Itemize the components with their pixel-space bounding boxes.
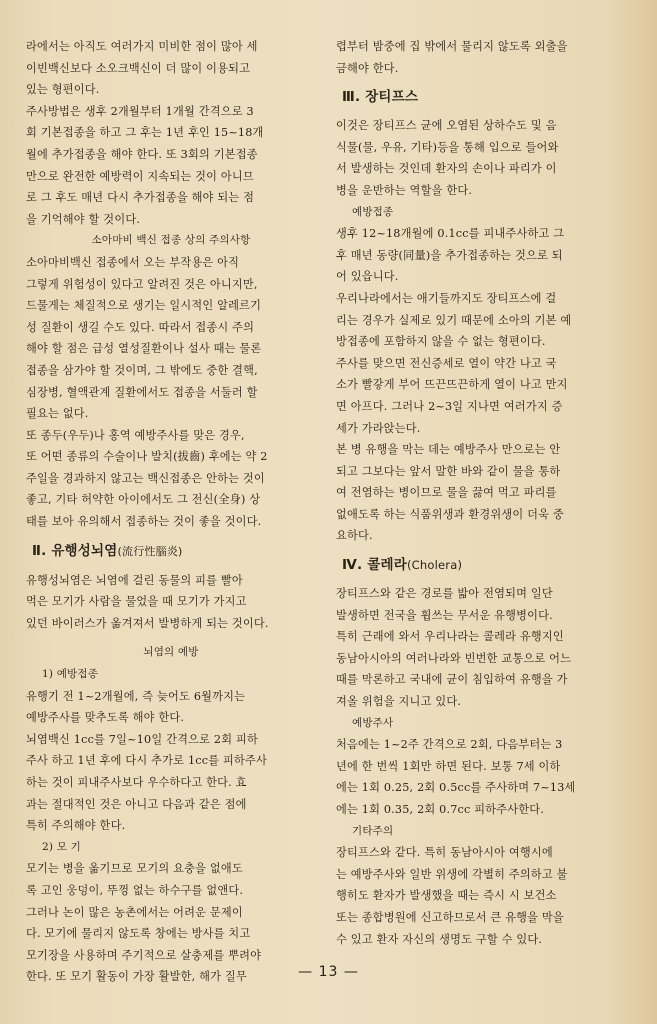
caution-paragraph bbox=[26, 252, 316, 425]
continued-paragraph bbox=[336, 36, 626, 79]
vaccine-heading: 예방접종 bbox=[352, 205, 394, 218]
text-line: 어 있읍니다. bbox=[336, 270, 399, 284]
text-line: 하는 것이 피내주사보다 우수하다고 한다. 효 bbox=[26, 776, 247, 789]
section-2-title: Ⅱ. 유행성뇌염 bbox=[32, 542, 118, 559]
left-column bbox=[26, 36, 316, 988]
text-line: 접종을 삼가야 할 것이며, 그 밖에도 중한 결핵, bbox=[26, 363, 258, 377]
text-line: 에는 1회 0.25, 2회 0.5cc를 주사하며 7~13세 bbox=[336, 781, 576, 795]
section-4-title: Ⅳ. 콜레라 bbox=[342, 557, 407, 574]
text-line: 우리나라에서는 애기들까지도 장티프스에 걸 bbox=[336, 291, 557, 305]
text-line: 예방주사를 맞추도록 해야 한다. bbox=[26, 711, 185, 725]
text-line: 한다. 또 모기 활동이 가장 활발한, 해가 질무 bbox=[26, 970, 247, 984]
right-column bbox=[336, 36, 626, 950]
text-line: 월에 추가접종을 해야 한다. 또 3회의 기본접종 bbox=[26, 147, 258, 161]
text-line: 방접종에 포함하지 않을 수 없는 형편이다. bbox=[336, 335, 546, 349]
text-line: 유행기 전 1~2개월에, 즉 늦어도 6월까지는 bbox=[26, 689, 246, 703]
section-3-heading: Ⅲ. 장티프스 bbox=[342, 89, 419, 106]
text-line: 장티프스와 같다. 특히 동남아시아 여행시에 bbox=[336, 846, 553, 860]
text-line: 이빈백신보다 소오크백신이 더 많이 이용되고 bbox=[26, 61, 251, 75]
section-3-paragraph bbox=[336, 115, 626, 201]
section-2-heading bbox=[32, 539, 316, 564]
text-line: 처음에는 1~2주 간격으로 2회, 다음부터는 3 bbox=[336, 738, 563, 752]
text-line: 렵부터 밤중에 집 밖에서 물리지 않도록 외출을 bbox=[336, 40, 568, 53]
text-line: 좋고, 기타 허약한 아이에서도 그 전신(全身) 상 bbox=[26, 493, 261, 507]
text-line: 모기장을 사용하며 주기적으로 살충제를 뿌려야 bbox=[26, 948, 262, 962]
other-heading: 기타주의 bbox=[352, 824, 394, 837]
text-line: 져올 위험을 지니고 있다. bbox=[336, 695, 462, 709]
text-line: 주일을 경과하지 않고는 백신접종은 안하는 것이 bbox=[26, 471, 265, 485]
text-line: 동남아시아의 여러나라와 빈번한 교통으로 어느 bbox=[336, 651, 572, 665]
text-line: 면 아프다. 그러나 2~3일 지나면 여러가지 증 bbox=[336, 399, 563, 413]
section-2-intro bbox=[26, 570, 316, 635]
text-line: 장티프스와 같은 경로를 밟아 전염되며 일단 bbox=[336, 587, 553, 601]
text-line: 다. 모기에 물리지 않도록 창에는 방사를 치고 bbox=[26, 927, 251, 941]
text-line: 있던 바이러스가 옮겨져서 발병하게 되는 것이다. bbox=[26, 616, 269, 630]
cowpox-paragraph bbox=[26, 425, 316, 533]
text-line: 되고 그보다는 앞서 말한 바와 같이 물을 통하 bbox=[336, 464, 561, 478]
other-paragraph bbox=[336, 842, 626, 950]
text-line: 심장병, 혈액관계 질환에서도 접종을 서둘러 할 bbox=[26, 385, 258, 399]
text-line: 주사 하고 1년 후에 다시 추가로 1cc를 피하주사 bbox=[26, 754, 267, 768]
text-line: 이것은 장티프스 균에 오염된 상하수도 및 음 bbox=[336, 119, 557, 133]
text-line: 해야 할 점은 급성 열성질환이나 설사 때는 물론 bbox=[26, 342, 262, 356]
text-line: 후 매년 동량(同量)을 추가접종하는 것으로 되 bbox=[336, 248, 563, 262]
text-line: 록 고인 웅덩이, 뚜껑 없는 하수구를 없앤다. bbox=[26, 883, 244, 897]
sub1-heading: 1) 예방접종 bbox=[42, 668, 99, 681]
text-line: 서 발생하는 것인데 환자의 손이나 파리가 이 bbox=[336, 162, 557, 176]
intro-paragraph bbox=[26, 36, 316, 101]
text-line: 태를 보아 유의해서 접종하는 것이 좋을 것이다. bbox=[26, 515, 262, 529]
text-line: 병을 운반하는 역할을 한다. bbox=[336, 183, 473, 197]
text-line: 소아마비백신 접종에서 오는 부작용은 아직 bbox=[26, 255, 240, 269]
text-line: 필요는 없다. bbox=[26, 407, 89, 421]
text-line: 본 병 유행을 막는 데는 예방주사 만으로는 안 bbox=[336, 443, 561, 457]
text-line: 만으로 완전한 예방력이 지속되는 것이 아니므 bbox=[26, 169, 254, 183]
method-paragraph bbox=[26, 101, 316, 231]
text-line: 특히 주의해야 한다. bbox=[26, 819, 126, 833]
section-4-paragraph bbox=[336, 583, 626, 713]
text-line: 년에 한 번씩 1회만 하면 된다. 보통 7세 이하 bbox=[336, 759, 561, 773]
text-line: 라에서는 아직도 여러가지 미비한 점이 많아 세 bbox=[26, 40, 258, 53]
prevention-heading: 뇌염의 예방 bbox=[143, 646, 199, 659]
text-line: 유행성뇌염은 뇌염에 걸린 동물의 피를 빨아 bbox=[26, 573, 243, 587]
text-line: 또 종두(우두)나 홍역 예방주사를 맞은 경우, bbox=[26, 428, 245, 442]
text-line: 행히도 환자가 발생했을 때는 즉시 시 보건소 bbox=[336, 889, 557, 903]
text-line: 주사를 맞으면 전신증세로 열이 약간 나고 국 bbox=[336, 356, 557, 370]
section-2-hanja: (流行性腦炎) bbox=[117, 544, 183, 558]
text-line: 회 기본접종을 하고 그 후는 1년 후인 15~18개 bbox=[26, 126, 264, 140]
text-line: 는 예방주사와 일반 위생에 각별히 주의하고 불 bbox=[336, 867, 568, 881]
text-line: 요하다. bbox=[336, 529, 373, 543]
page-number: — 13 — bbox=[298, 964, 359, 980]
shot-paragraph bbox=[336, 734, 626, 820]
text-line: 세가 가라앉는다. bbox=[336, 421, 421, 435]
text-line: 없애도록 하는 식품위생과 환경위생이 더욱 중 bbox=[336, 507, 564, 521]
text-line: 주사방법은 생후 2개월부터 1개월 간격으로 3 bbox=[26, 104, 254, 118]
text-line: 그렇게 위험성이 있다고 알려진 것은 아니지만, bbox=[26, 277, 258, 291]
text-line: 뇌염백신 1cc를 7일~10일 간격으로 2회 피하 bbox=[26, 732, 258, 746]
text-line: 여 전염하는 병이므로 물을 끓여 먹고 파리를 bbox=[336, 486, 557, 500]
section-4-latin: (Cholera) bbox=[406, 558, 463, 573]
text-line: 또는 종합병원에 신고하므로서 큰 유행을 막을 bbox=[336, 910, 564, 924]
text-line: 성 질환이 생길 수도 있다. 따라서 접종시 주의 bbox=[26, 320, 255, 334]
text-line: 드물게는 체질적으로 생기는 일시적인 알레르기 bbox=[26, 299, 262, 313]
text-line: 수 있고 환자 자신의 생명도 구할 수 있다. bbox=[336, 932, 543, 946]
sub2-heading: 2) 모 기 bbox=[42, 840, 81, 853]
text-line: 리는 경우가 실제로 있기 때문에 소아의 기본 예 bbox=[336, 313, 572, 327]
text-line: 에는 1회 0.35, 2회 0.7cc 피하주사한다. bbox=[336, 803, 545, 816]
sub1-paragraph bbox=[26, 686, 316, 837]
spacer bbox=[26, 634, 316, 642]
text-line: 과는 절대적인 것은 아니고 다음과 같은 점에 bbox=[26, 797, 247, 811]
text-line: 그러나 논이 많은 농촌에서는 어려운 문제이 bbox=[26, 905, 243, 919]
section-4-heading bbox=[342, 553, 626, 577]
text-line: 발생하면 전국을 휩쓰는 무서운 유행병이다. bbox=[336, 608, 553, 622]
text-line: 있는 형편이다. bbox=[26, 83, 100, 97]
text-line: 또 어떤 종류의 수술이나 발치(拔齒) 후에는 약 2 bbox=[26, 450, 268, 464]
text-line: 때를 막론하고 국내에 균이 침입하여 유행을 가 bbox=[336, 673, 568, 687]
text-line: 먹은 모기가 사람을 물었을 때 모기가 가지고 bbox=[26, 595, 247, 609]
shot-heading: 예방주사 bbox=[352, 716, 394, 729]
caution-heading: 소아마비 백신 접종 상의 주의사항 bbox=[91, 234, 251, 247]
text-line: 금해야 한다. bbox=[336, 61, 399, 75]
text-line: 생후 12~18개월에 0.1cc를 피내주사하고 그 bbox=[336, 227, 565, 241]
text-line: 소가 빨갛게 부어 뜨끈뜨끈하게 열이 나고 만지 bbox=[336, 378, 568, 392]
text-line: 모기는 병을 옮기므로 모기의 요충을 없애도 bbox=[26, 862, 243, 876]
text-line: 특히 근래에 와서 우리나라는 콜레라 유행지인 bbox=[336, 630, 564, 644]
text-line: 식물(물, 우유, 기타)등을 통해 입으로 들어와 bbox=[336, 140, 559, 154]
vaccine-paragraph bbox=[336, 223, 626, 547]
text-line: 을 기억해야 할 것이다. bbox=[26, 212, 141, 226]
text-line: 로 그 후도 매년 다시 추가접종을 해야 되는 점 bbox=[26, 191, 255, 205]
